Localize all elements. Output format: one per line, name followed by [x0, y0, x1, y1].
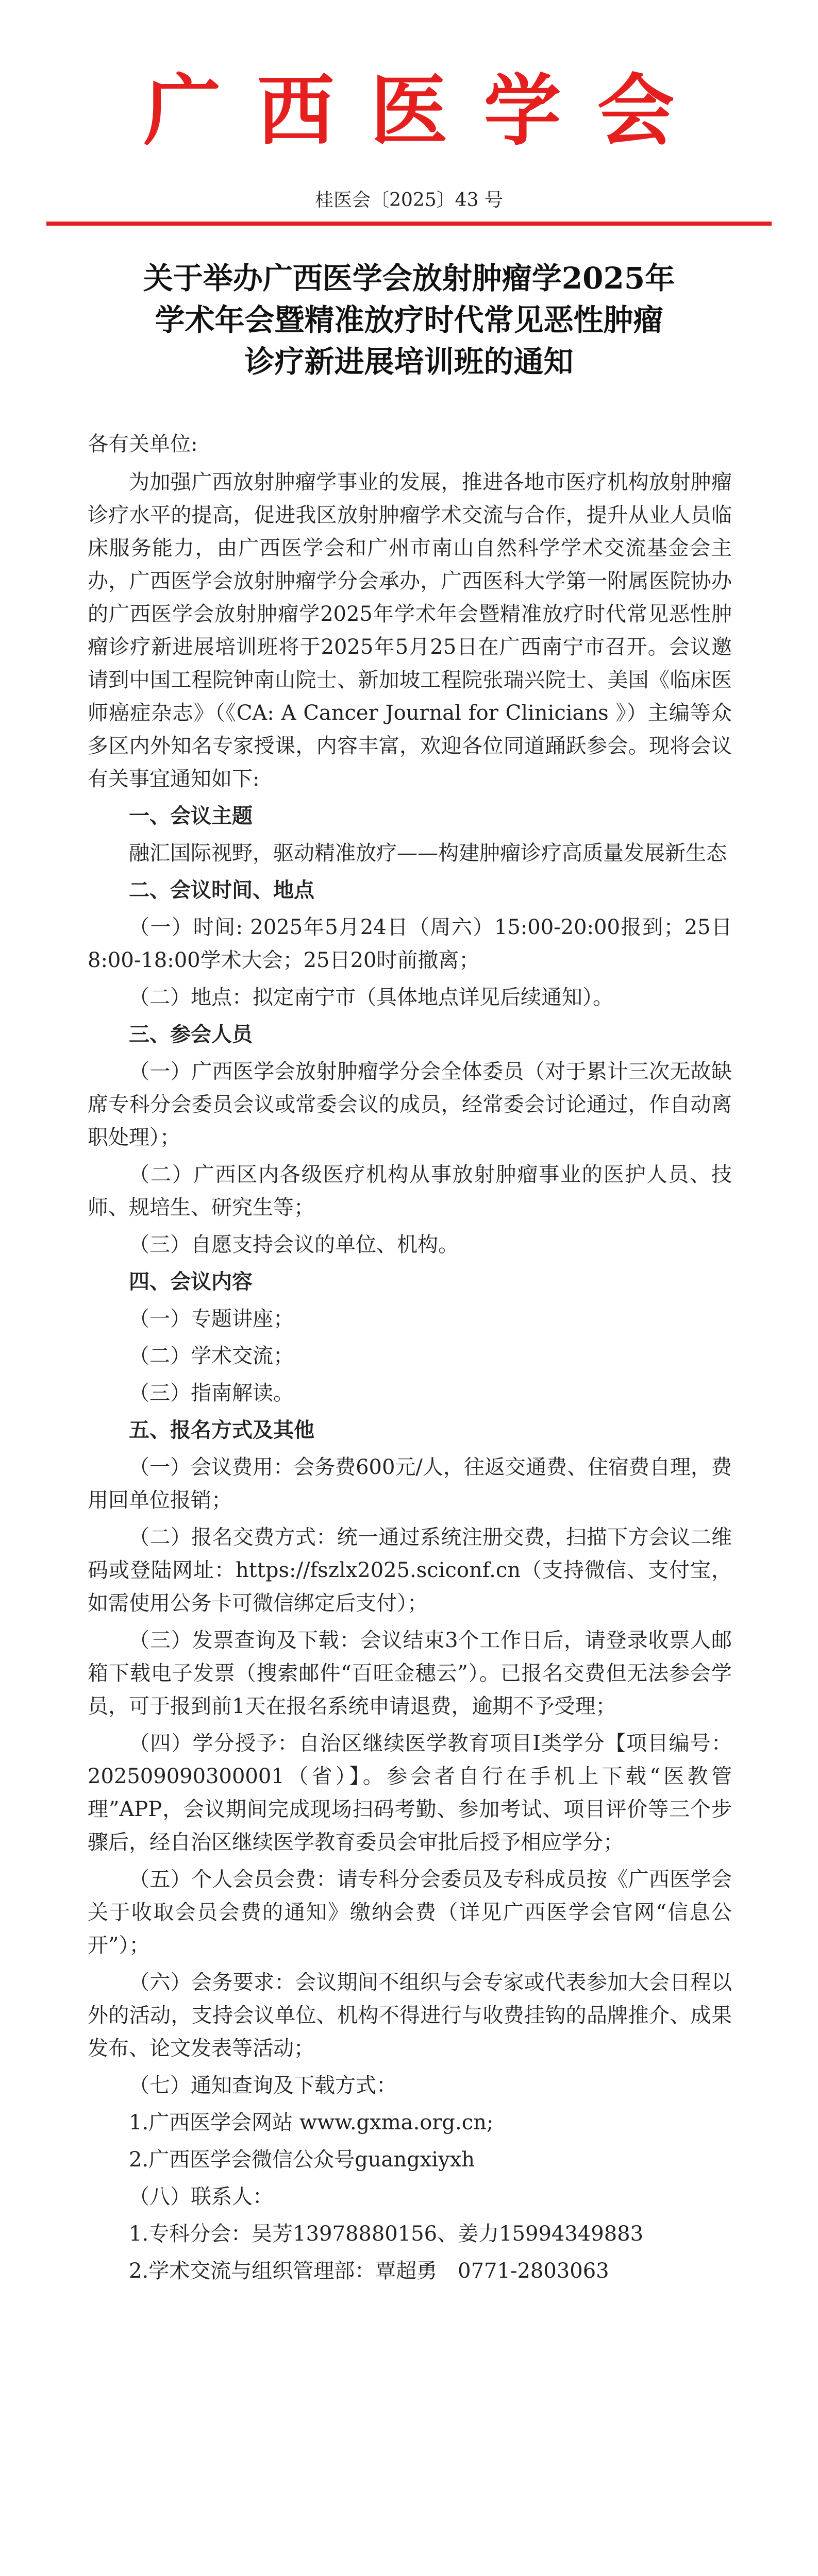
paragraph: （三）自愿支持会议的单位、机构。	[129, 1233, 459, 1257]
title-line: 学术年会暨精准放疗时代常见恶性肿瘤	[155, 302, 663, 338]
notice-body	[88, 428, 732, 2292]
section-heading: 三、参会人员	[129, 1022, 253, 1046]
title-line: 诊疗新进展培训班的通知	[244, 344, 574, 380]
wechat-line: 2.广西医学会微信公众号guangxiyxh	[129, 2148, 475, 2172]
paragraph: （二）广西区内各级医疗机构从事放射肿瘤事业的医护人员、技师、规培生、研究生等；	[88, 1163, 732, 1219]
intro-paragraph: 为加强广西放射肿瘤学事业的发展，推进各地市医疗机构放射肿瘤诊疗水平的提高，促进我区放射肿瘤学术交流与合作，提升从业人员临床服务能力，由广西医学会和广州市南山自然科学学术交流基金会主办，广西医学会放射肿瘤学分会承办，广西医科大学第一附属医院协办的广西医学会放射肿瘤学2025年学术年会暨精准放疗时代常见恶性肿瘤诊疗新进展培训班将于2025年5月25日在广西南宁市召开。会议邀请到中国工程院钟南山院士、新加坡工程院张瑞兴院士、美国《临床医师癌症杂志》（《CA: A Cancer Journal for Clinicians 》）主编等众多区内外知名专家授课，内容丰富，欢迎各位同道踊跃参会。现将会议有关事宜通知如下:	[88, 470, 732, 791]
contact-line: 2.学术交流与组织管理部：覃超勇 0771-2803063	[129, 2259, 609, 2283]
paragraph: （二）学术交流；	[129, 1344, 294, 1368]
paragraph: （一）会议费用：会务费600元/人，往返交通费、住宿费自理，费用回单位报销；	[88, 1455, 732, 1512]
contact-heading: （八）联系人：	[129, 2185, 273, 2209]
paragraph: （一）广西医学会放射肿瘤学分会全体委员（对于累计三次无故缺席专科分会委员会议或常委会议的成员，经常委会讨论通过，作自动离职处理）；	[88, 1060, 732, 1149]
paragraph: （一）时间: 2025年5月24日（周六）15:00-20:00报到；25日8:00-18:00学术大会；25日20时前撤离；	[88, 916, 732, 972]
red-divider	[46, 222, 772, 226]
paragraph: （一）专题讲座；	[129, 1307, 294, 1331]
website-line: 1.广西医学会网站 www.gxma.org.cn;	[129, 2111, 494, 2134]
section-heading: 四、会议内容	[129, 1269, 253, 1294]
section-heading: 二、会议时间、地点	[129, 878, 314, 902]
paragraph: 融汇国际视野，驱动精准放疗——构建肿瘤诊疗高质量发展新生态	[129, 841, 727, 865]
salutation: 各有关单位:	[88, 432, 198, 456]
title-line: 关于举办广西医学会放射肿瘤学2025年	[143, 261, 675, 296]
paragraph: （二）报名交费方式：统一通过系统注册交费，扫描下方会议二维码或登陆网址：https://fszlx2025.sciconf.cn（支持微信、支付宝，如需使用公务卡可微信绑定后支付）；	[88, 1526, 732, 1615]
section-heading: 五、报名方式及其他	[129, 1418, 314, 1442]
paragraph: （七）通知查询及下载方式：	[129, 2074, 397, 2097]
masthead-title: 广西医学会	[143, 65, 711, 156]
paragraph: （五）个人会员会费：请专科分会委员及专科成员按《广西医学会关于收取会员会费的通知》缴纳会费（详见广西医学会官网“信息公开”）；	[88, 1868, 732, 1957]
contact-line: 1.专科分会：吴芳13978880156、姜力15994349883	[129, 2222, 644, 2246]
notice-title	[72, 258, 746, 383]
paragraph: （六）会务要求：会议期间不组织与会专家或代表参加大会日程以外的活动，支持会议单位、机构不得进行与收费挂钩的品牌推介、成果发布、论文发表等活动；	[88, 1971, 732, 2060]
paragraph: （三）指南解读。	[129, 1381, 294, 1405]
document-number: 桂医会〔2025〕43 号	[315, 190, 503, 211]
paragraph: （三）发票查询及下载：会议结束3个工作日后，请登录收票人邮箱下载电子发票（搜索邮件“百旺金穗云”）。已报名交费但无法参会学员，可于报到前1天在报名系统申请退费，逾期不予受理；	[88, 1629, 732, 1718]
paragraph: （四）学分授予：自治区继续医学教育项目I类学分【项目编号：202509090300001（省）】。参会者自行在手机上下载“医教管理”APP，会议期间完成现场扫码考勤、参加考试、项目评价等三个步骤后，经自治区继续医学教育委员会审批后授予相应学分；	[88, 1732, 732, 1854]
section-heading: 一、会议主题	[129, 804, 253, 828]
paragraph: （二）地点：拟定南宁市（具体地点详见后续通知）。	[129, 986, 613, 1009]
